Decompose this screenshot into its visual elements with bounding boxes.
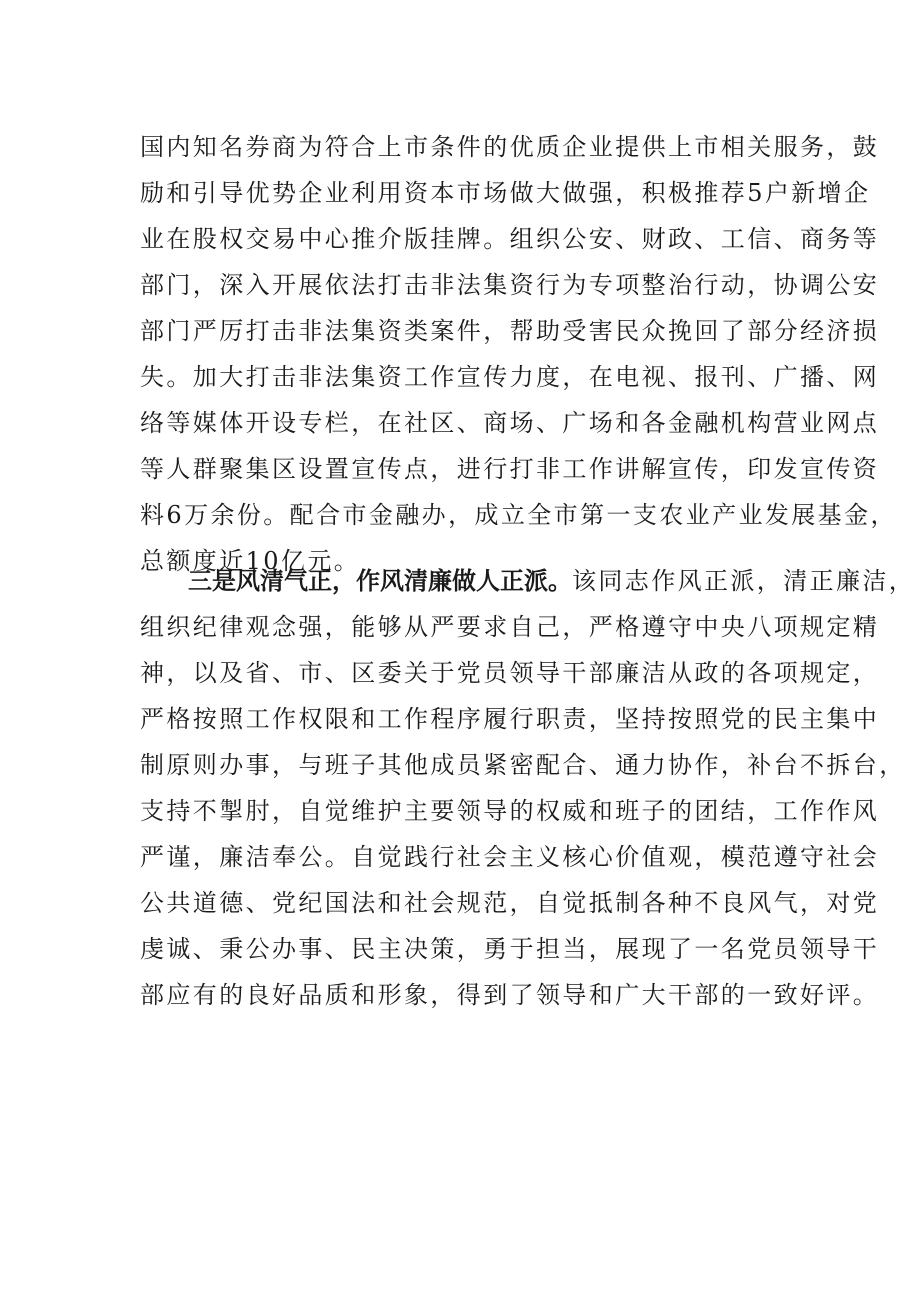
paragraph-line: 总额度近10亿元。 (140, 547, 361, 575)
paragraph-line: 等人群聚集区设置宣传点，进行打非工作讲解宣传，印发宣传资 (140, 455, 880, 483)
paragraph-line: 公共道德、党纪国法和社会规范，自觉抵制各种不良风气，对党 (140, 889, 880, 917)
paragraph-line: 组织纪律观念强，能够从严要求自己，严格遵守中央八项规定精 (140, 613, 880, 641)
paragraph-line: 神，以及省、市、区委关于党员领导干部廉洁从政的各项规定， (140, 659, 880, 687)
paragraph-line: 部应有的良好品质和形象，得到了领导和广大干部的一致好评。 (140, 981, 880, 1009)
paragraph-line: 国内知名券商为符合上市条件的优质企业提供上市相关服务，鼓 (140, 133, 880, 161)
paragraph-line: 励和引导优势企业利用资本市场做大做强，积极推荐5户新增企 (140, 179, 871, 207)
paragraph-integrity (140, 558, 916, 1018)
paragraph-line: 严谨，廉洁奉公。自觉践行社会主义核心价值观，模范遵守社会 (140, 843, 880, 871)
paragraph-line: 支持不掣肘，自觉维护主要领导的权威和班子的团结，工作作风 (140, 797, 880, 825)
paragraph-line: 虔诚、秉公办事、民主决策，勇于担当，展现了一名党员领导干 (140, 935, 880, 963)
paragraph-line: 业在股权交易中心推介版挂牌。组织公安、财政、工信、商务等 (140, 225, 880, 253)
paragraph-line: 料6万余份。配合市金融办，成立全市第一支农业产业发展基金， (140, 501, 897, 529)
paragraph-line: 失。加大打击非法集资工作宣传力度，在电视、报刊、广播、网 (140, 363, 880, 391)
paragraph-line: 严格按照工作权限和工作程序履行职责，坚持按照党的民主集中 (140, 705, 880, 733)
paragraph-line: 制原则办事，与班子其他成员紧密配合、通力协作，补台不拆台， (140, 751, 906, 779)
paragraph-first-line (140, 558, 916, 604)
paragraph-line: 部门，深入开展依法打击非法集资行为专项整治行动，协调公安 (140, 271, 880, 299)
section-lead-heading: 三是风清气正，作风清廉做人正派。 (188, 567, 572, 595)
paragraph-line: 部门严厉打击非法集资类案件，帮助受害民众挽回了部分经济损 (140, 317, 880, 345)
paragraph-line-rest: 该同志作风正派，清正廉洁， (572, 567, 916, 595)
paragraph-line: 络等媒体开设专栏，在社区、商场、广场和各金融机构营业网点 (140, 409, 880, 437)
